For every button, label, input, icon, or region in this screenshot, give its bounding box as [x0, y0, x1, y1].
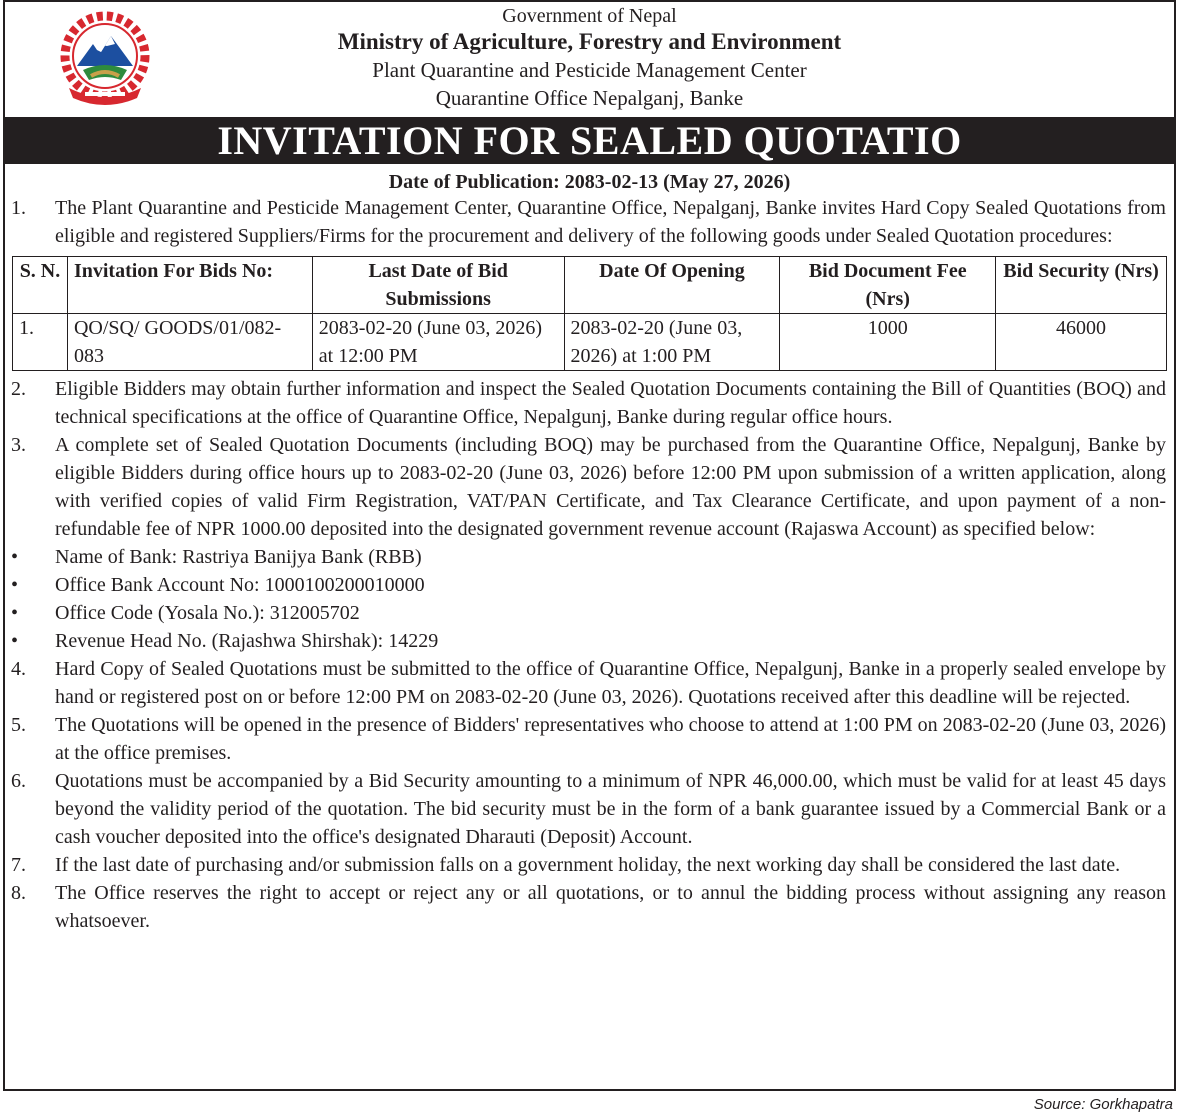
bids-table: [12, 256, 1167, 371]
item-number: 3.: [11, 434, 26, 456]
item-number: 2.: [11, 378, 26, 400]
item-number: 1.: [11, 197, 26, 219]
list-item: [5, 711, 1174, 767]
item-text: Office Bank Account No: 1000100200010000: [55, 574, 425, 596]
cell-bid-no: QO/SQ/ GOODS/01/082-083: [67, 314, 312, 371]
item-number: 6.: [11, 770, 26, 792]
header-bid-security: Bid Security (Nrs): [996, 257, 1167, 314]
list-item: [5, 627, 1174, 655]
bullet-icon: •: [11, 630, 19, 652]
header-opening-date: Date Of Opening: [564, 257, 780, 314]
list-item: [5, 599, 1174, 627]
bullet-icon: •: [11, 602, 19, 624]
notice-title: INVITATION FOR SEALED QUOTATIO: [5, 117, 1174, 164]
item-text: Hard Copy of Sealed Quotations must be submitted to the office of Quarantine Office, Nepalgunj, Banke in a properly sealed envelope by hand or registered post on or before 12:00 PM on 2083-02-20 (June 03, 2026). Quotations received after this deadline will be rejected.: [55, 658, 1166, 708]
cell-sn: 1.: [13, 314, 68, 371]
bullet-icon: •: [11, 546, 19, 568]
list-item: [5, 655, 1174, 711]
source-credit: Source: Gorkhapatra: [1033, 1096, 1173, 1113]
list-item: [5, 431, 1174, 543]
item-text: The Quotations will be opened in the presence of Bidders' representatives who choose to attend at 1:00 PM on 2083-02-20 (June 03, 2026) at the office premises.: [55, 714, 1166, 764]
header-sn: S. N.: [13, 257, 68, 314]
office-line: Quarantine Office Nepalganj, Banke: [435, 86, 744, 110]
notice-header: [5, 2, 1174, 117]
item-text: A complete set of Sealed Quotation Documents (including BOQ) may be purchased from the Quarantine Office, Nepalgunj, Banke by eligible Bidders during office hours up to 2083-02-20 (June 03, 2026) before 12:00 PM upon submission of a written application, along with verified copies of valid Firm Registration, VAT/PAN Certificate, and Tax Clearance Certificate, and upon payment of a non-refundable fee of NPR 1000.00 deposited into the designated government revenue account (Rajaswa Account) as specified below:: [55, 434, 1166, 540]
cell-opening-date: 2083-02-20 (June 03, 2026) at 1:00 PM: [564, 314, 780, 371]
item-text: The Office reserves the right to accept or reject any or all quotations, or to annul the bidding process without assigning any reason whatsoever.: [55, 882, 1166, 932]
list-item: [5, 879, 1174, 935]
ministry-line: Ministry of Agriculture, Forestry and Environment: [337, 29, 842, 54]
header-bid-no: Invitation For Bids No:: [67, 257, 312, 314]
bullet-icon: •: [11, 574, 19, 596]
government-line: Government of Nepal: [502, 5, 677, 27]
item-number: 7.: [11, 854, 26, 876]
cell-doc-fee: 1000: [780, 314, 996, 371]
table-row: [13, 314, 1167, 371]
item-text: The Plant Quarantine and Pesticide Management Center, Quarantine Office, Nepalganj, Banke invites Hard Copy Sealed Quotations from eligible and registered Suppliers/Firms for the procurement and delivery of the following goods under Sealed Quotation procedures:: [55, 197, 1166, 247]
item-text: Name of Bank: Rastriya Banijya Bank (RBB): [55, 546, 422, 568]
item-number: 4.: [11, 658, 26, 680]
intro-paragraph: [5, 194, 1174, 250]
header-last-date: Last Date of Bid Submissions: [312, 257, 564, 314]
list-item: [5, 543, 1174, 571]
item-text: Office Code (Yosala No.): 312005702: [55, 602, 360, 624]
item-text: Eligible Bidders may obtain further information and inspect the Sealed Quotation Documents containing the Bill of Quantities (BOQ) and technical specifications at the office of Quarantine Office, Nepalgunj, Banke during regular office hours.: [55, 378, 1166, 428]
item-text: If the last date of purchasing and/or submission falls on a government holiday, the next working day shall be considered the last date.: [55, 854, 1121, 876]
center-line: Plant Quarantine and Pesticide Management Center: [372, 58, 807, 82]
list-item: [5, 767, 1174, 851]
table-header-row: [13, 257, 1167, 314]
item-number: 5.: [11, 714, 26, 736]
publication-date: Date of Publication: 2083-02-13 (May 27, 2026): [388, 171, 791, 193]
cell-last-date: 2083-02-20 (June 03, 2026) at 12:00 PM: [312, 314, 564, 371]
item-text: Revenue Head No. (Rajashwa Shirshak): 14229: [55, 630, 439, 652]
header-doc-fee: Bid Document Fee (Nrs): [780, 257, 996, 314]
cell-bid-security: 46000: [996, 314, 1167, 371]
list-item: [5, 375, 1174, 431]
notice-frame: [3, 0, 1176, 1091]
list-item: [5, 851, 1174, 879]
item-text: Quotations must be accompanied by a Bid Security amounting to a minimum of NPR 46,000.00, which must be valid for at least 45 days beyond the validity period of the quotation. The bid security must be in the form of a bank guarantee issued by a Commercial Bank or a cash voucher deposited into the office's designated Dharauti (Deposit) Account.: [55, 770, 1166, 848]
list-item: [5, 571, 1174, 599]
item-number: 8.: [11, 882, 26, 904]
